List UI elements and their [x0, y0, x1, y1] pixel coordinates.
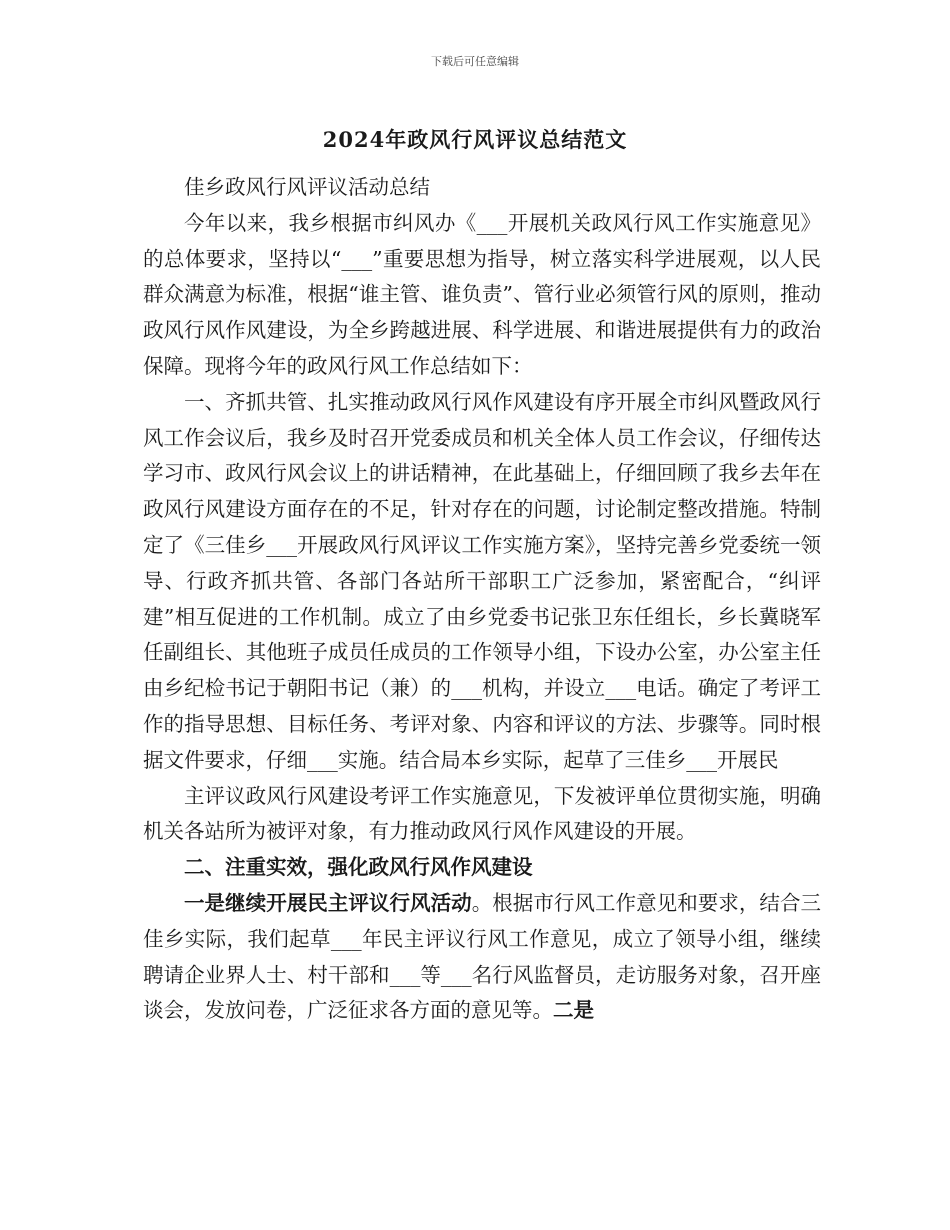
item-one-lead: 一是继续开展民主评议行风活动 — [184, 890, 472, 915]
paragraph-section-one: 一、齐抓共管、扎实推动政风行风作风建设有序开展全市纠风暨政风行风工作会议后，我乡及时召开党委成员和机关全体人员工作会议，仔细传达学习市、政风行风会议上的讲话精神，在此基础上，仔细回顾了我乡去年在政风行风建设方面存在的不足，针对存在的问题，讨论制定整改措施。特制定了《三佳乡___开展政风行风评议工作实施方案》，坚持完善乡党委统一领导、行政齐抓共管、各部门各站所干部职工广泛参加，紧密配合，“纠评建”相互促进的工作机制。成立了由乡党委书记张卫东任组长，乡长冀晓军任副组长、其他班子成员任成员的工作领导小组，下设办公室，办公室主任由乡纪检书记于朝阳书记（兼）的___机构，并设立___电话。确定了考评工作的指导思想、目标任务、考评对象、内容和评议的方法、步骤等。同时根据文件要求，仔细___实施。结合局本乡实际，起草了三佳乡___开展民 — [143, 389, 821, 772]
section-two-heading: 二、注重实效，强化政风行风作风建设 — [184, 855, 533, 880]
item-two-lead: 二是 — [553, 998, 594, 1023]
paragraph-section-two-item-one — [143, 886, 821, 1029]
page-header-note: 下载后可任意编辑 — [431, 55, 519, 68]
item-one-text: 。根据市行风工作意见和要求，结合三佳乡实际，我们起草___年民主评议行风工作意见，成立了领导小组，继续聘请企业界人士、村干部和___等___名行风监督员，走访服务对象，召开座谈会，发放问卷，广泛征求各方面的意见等。 — [143, 890, 822, 1023]
document-subtitle: 佳乡政风行风评议活动总结 — [184, 175, 430, 199]
paragraph-section-one-continued: 主评议政风行风建设考评工作实施意见，下发被评单位贯彻实施，明确机关各站所为被评对象，有力推动政风行风作风建设的开展。 — [143, 783, 821, 844]
document-title: 2024年政风行风评议总结范文 — [322, 127, 628, 152]
paragraph-intro: 今年以来，我乡根据市纠风办《___开展机关政风行风工作实施意见》的总体要求，坚持以“___”重要思想为指导，树立落实科学进展观，以人民群众满意为标准，根据“谁主管、谁负责”、管行业必须管行风的原则，推动政风行风作风建设，为全乡跨越进展、科学进展、和谐进展提供有力的政治保障。现将今年的政风行风工作总结如下： — [143, 210, 821, 378]
document-body — [143, 170, 821, 1029]
